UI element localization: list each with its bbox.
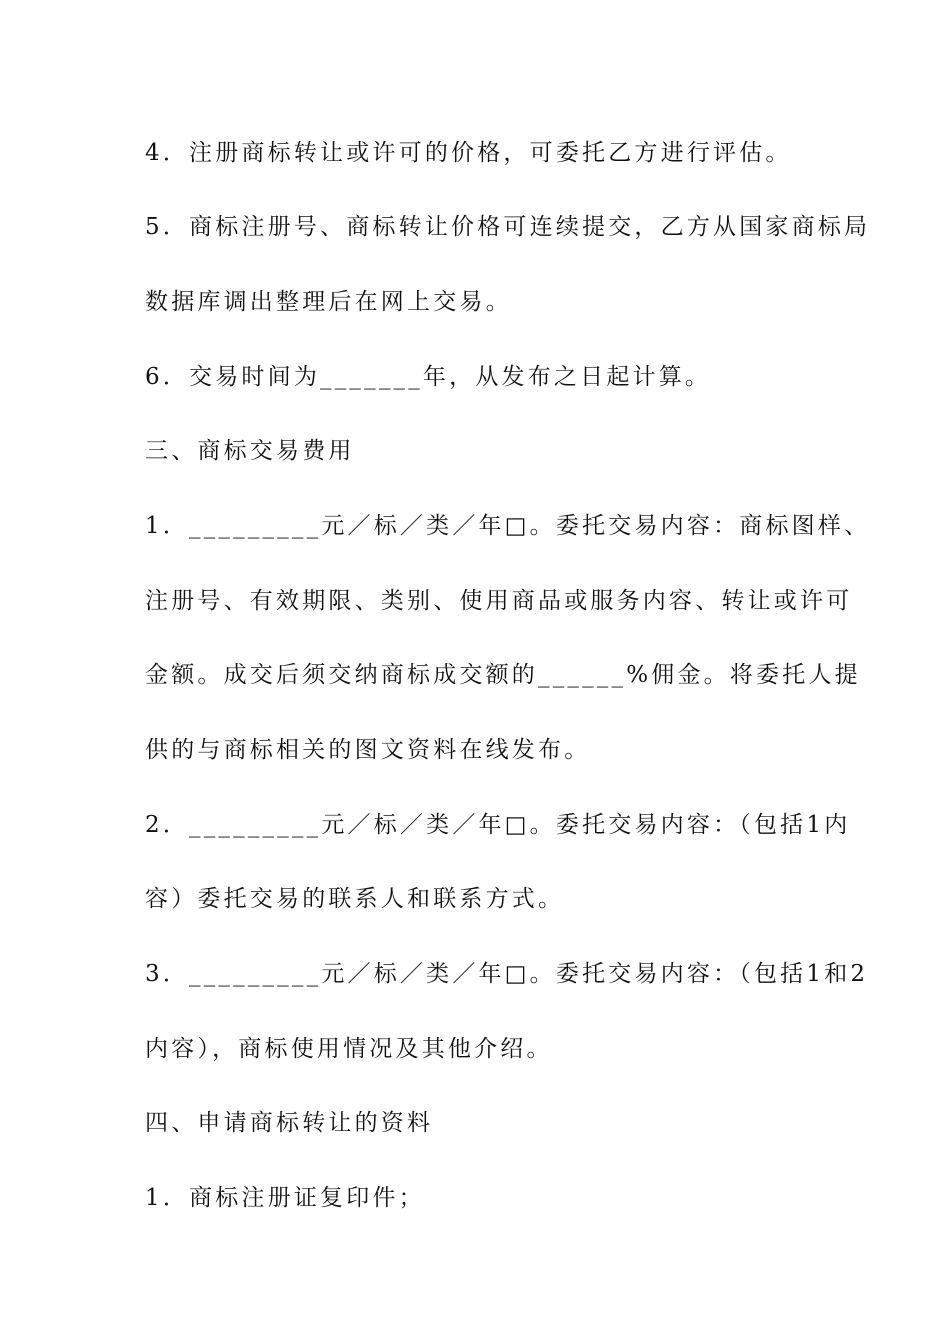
paragraph-line: 5．商标注册号、商标转让价格可连续提交，乙方从国家商标局 xyxy=(145,214,871,240)
paragraph-line: 1．商标注册证复印件； xyxy=(145,1185,425,1211)
paragraph-line: 1．_________元／标／类／年□。委托交易内容：商标图样、 xyxy=(145,513,871,539)
paragraph-line: 内容），商标使用情况及其他介绍。 xyxy=(145,1036,553,1062)
paragraph-line: 2．_________元／标／类／年□。委托交易内容：（包括1内 xyxy=(145,812,851,838)
paragraph-line: 3．_________元／标／类／年□。委托交易内容：（包括1和2 xyxy=(145,961,869,987)
section-heading: 三、商标交易费用 xyxy=(145,438,355,464)
paragraph-line: 容）委托交易的联系人和联系方式。 xyxy=(145,886,565,912)
paragraph-line: 数据库调出整理后在网上交易。 xyxy=(145,289,512,315)
paragraph-line: 金额。成交后须交纳商标成交额的______%佣金。将委托人提 xyxy=(145,662,861,688)
paragraph-line: 供的与商标相关的图文资料在线发布。 xyxy=(145,737,591,763)
paragraph-line: 4．注册商标转让或许可的价格，可委托乙方进行评估。 xyxy=(145,140,792,166)
section-heading: 四、申请商标转让的资料 xyxy=(145,1110,434,1136)
paragraph-line: 注册号、有效期限、类别、使用商品或服务内容、转让或许可 xyxy=(145,588,853,614)
paragraph-line: 6．交易时间为_______年，从发布之日起计算。 xyxy=(145,364,712,390)
